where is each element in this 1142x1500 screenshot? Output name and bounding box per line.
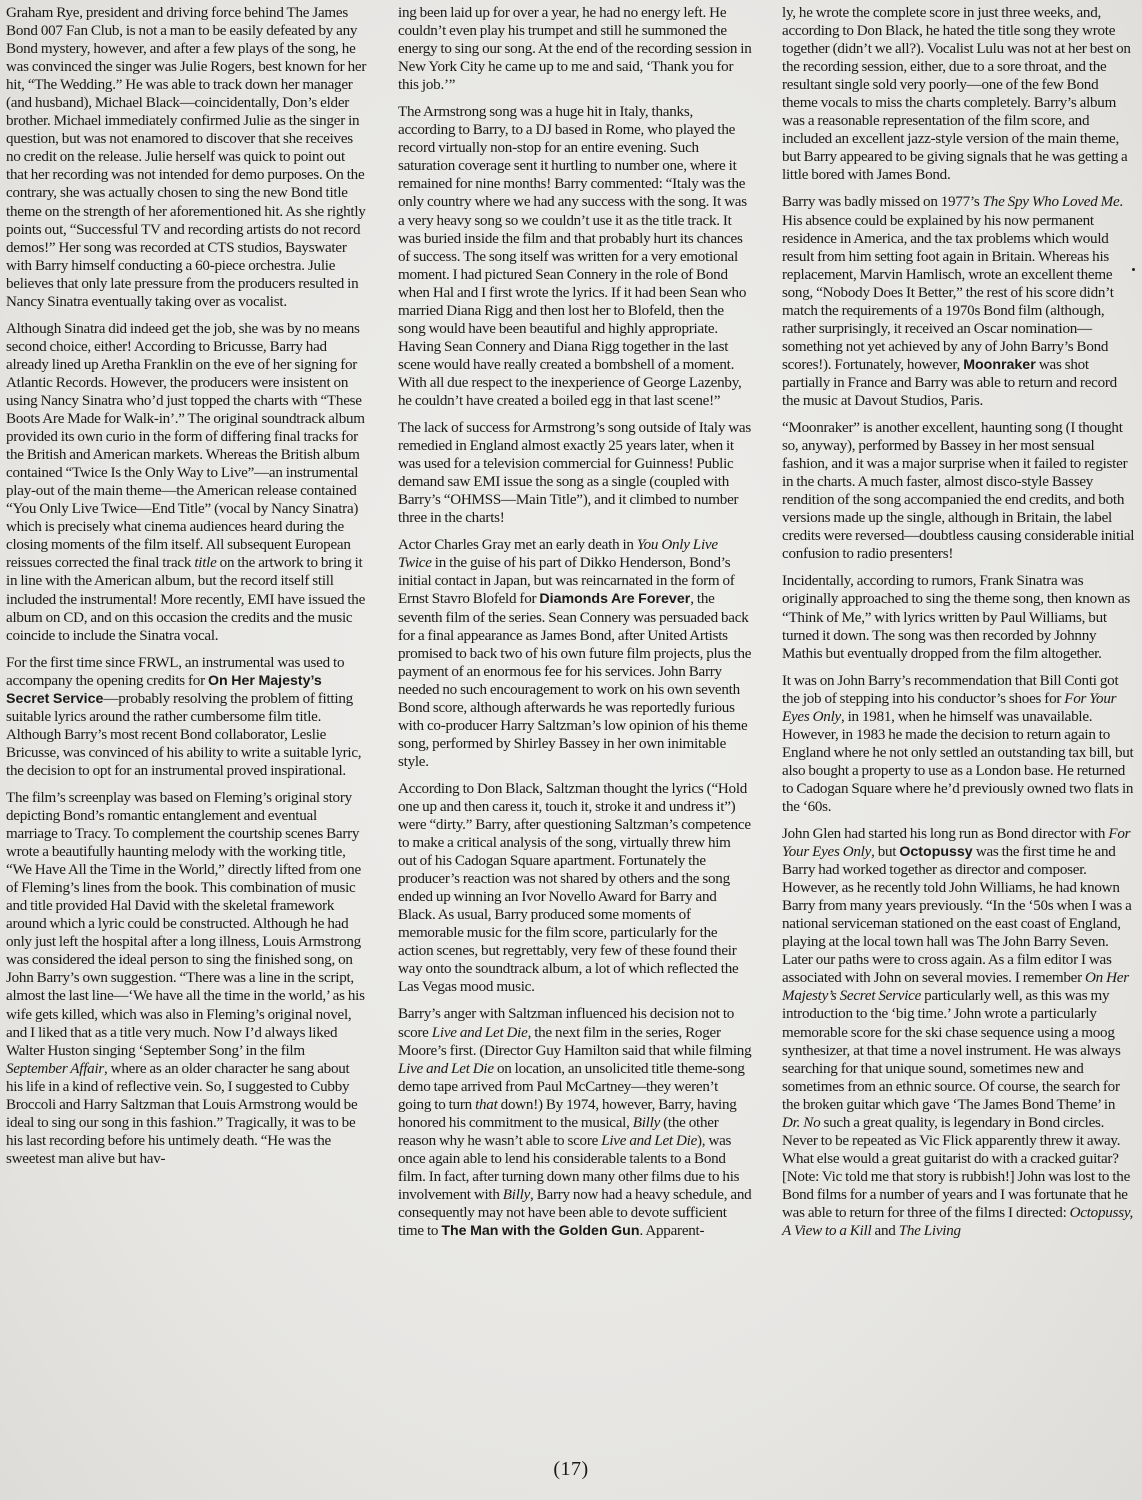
italic-title: September Affair: [6, 1060, 105, 1077]
italic-title: Live and Let Die: [431, 1024, 528, 1041]
text-run: Incidentally, according to rumors, Frank Sinatra was originally approached to sing the theme song, then known as “Think of Me,” with lyrics written by Paul Williams, but turned it down. The song was then recorded by Johnny Mathis but eventually dropped from the film altogether.: [782, 573, 1131, 662]
text-run: such a great quality, is legendary in Bond circles. Never to be repeated as Vic Flick apparently threw it away. What else would a great guitarist do with a cracked guitar? [Note: Vic told me that story is rubbish!] John was lost to the Bond films for a number of years and I was fortunate that he was able to return for three of the films I directed:: [782, 1114, 1131, 1221]
text-run: ly, he wrote the complete score in just three weeks, and, according to Don Black, he hated the title song they wrote together (didn’t we all?). Vocalist Lulu was not at her best on the recording session, either, due to a sore throat, and the resultant single sold very poorly—one of the few Bond theme vocals to miss the charts completely. Barry’s album was a reasonable representation of the film score, and included an excellent jazz-style version of the main theme, but Barry appeared to be giving signals that he was getting a little bored with James Bond.: [782, 5, 1131, 184]
text-run: , the seventh film of the series. Sean Connery was persuaded back for a final appearance as James Bond, after United Artists promised to back two of his own future film projects, plus the payment of an enormous fee for his services. John Barry needed no such encouragement to work on his own seventh Bond score, although afterwards he was reportedly furious with co-producer Harry Saltzman’s low opinion of his theme song, performed by Shirley Bassey in her own inimitable style.: [398, 591, 752, 770]
film-title: On Her Majesty’s Secret Service: [6, 672, 322, 707]
text-run: was shot partially in France and Barry was able to return and record the music at Davout Studios, Paris.: [782, 356, 1117, 409]
film-title: Diamonds Are Forever: [539, 591, 691, 608]
text-run: , but: [871, 844, 900, 861]
article-paragraph: [6, 654, 368, 780]
article-paragraph: [6, 789, 368, 1168]
column-right: [766, 4, 1142, 1450]
text-run: Barry’s anger with Saltzman influenced his decision not to score: [398, 1006, 735, 1041]
text-run: According to Don Black, Saltzman thought the lyrics (“Hold one up and then caress it, touch it, stroke it and undress it”) were “dirty.” Barry, after questioning Saltzman’s competence to make a critical analysis of the song, virtually threw him out of his Cadogan Square apartment. Fortunately the producer’s reaction was not shared by others and the song ended up winning an Ivor Novello Award for Barry and Black. As usual, Barry produced some moments of memorable music for the film score, particularly for the action scenes, but regrettably, very few of these found their way onto the soundtrack album, a lot of which reflected the Las Vegas mood music.: [398, 780, 751, 996]
text-run: Actor Charles Gray met an early death in: [398, 537, 637, 554]
text-run: . Apparent-: [639, 1223, 705, 1240]
article-paragraph: [6, 4, 368, 311]
article-paragraph: [398, 1005, 752, 1240]
film-title: The Man with the Golden Gun: [441, 1223, 640, 1240]
text-run: on location, an unsolicited title theme-song demo tape arrived from Paul McCartney—they weren’t going to turn: [398, 1060, 745, 1113]
column-left: [0, 4, 382, 1450]
text-run: John Glen had started his long run as Bond director with: [782, 826, 1109, 843]
text-run: . His absence could be explained by his now permanent residence in America, and the tax problems which would result from him setting foot again in Britain. Whereas his replacement, Marvin Hamlisch, wrote an excellent theme song, “Nobody Does It Better,” the rest of his score didn’t match the requirements of a 1970s Bond film (although, rather surprisingly, it received an Oscar nomination—something not yet achieved by any of John Barry’s Bond scores!). Fortunately, however,: [782, 194, 1123, 373]
text-run: For the first time since FRWL, an instrumental was used to accompany the opening credits for: [6, 654, 345, 689]
article-paragraph: [398, 536, 752, 771]
column-middle: [382, 4, 766, 1450]
film-title: Octopussy: [899, 844, 973, 861]
text-run: It was on John Barry’s recommendation that Bill Conti got the job of stepping into his conductor’s shoes for: [782, 672, 1119, 707]
article-paragraph: [782, 4, 1136, 184]
text-run: “Moonraker” is another excellent, haunting song (I thought so, anyway), performed by Bassey in her most sensual fashion, and it was a major surprise when it failed to register in the charts. A much faster, almost disco-style Bassey rendition of the song accompanied the end credits, and both versions made up the single, although in Britain, the label credits were reversed—doubtless causing considerable initial confusion to radio presenters!: [782, 420, 1135, 563]
text-run: down!) By 1974, however, Barry, having honored his commitment to the musical,: [398, 1096, 737, 1131]
italic-title: The Living: [898, 1223, 961, 1240]
italic-title: Octopussy, A View to a Kill: [782, 1205, 1133, 1240]
text-run: —probably resolving the problem of fitting suitable lyrics around the rather cumbersome film title. Although Barry’s most recent Bond collaborator, Leslie Bricusse, was convinced of his ability to write a suitable lyric, the decision to opt for an instrumental proved inspirational.: [6, 690, 362, 779]
article-paragraph: [782, 572, 1136, 662]
article-paragraph: [782, 825, 1136, 1240]
text-run: ), was once again able to lend his considerable talents to a Bond film. In fact, after turning down many other films due to his involvement with: [398, 1132, 740, 1203]
text-run: particularly well, as this was my introduction to the ‘big time.’ John wrote a particularly memorable score for the ski chase sequence using a moog synthesizer, at that time a novel instrument. He was always searching for that unique sound, sometimes new and sometimes from an ethnic source. Of course, the search for the broken guitar which gave ‘The James Bond Theme’ in: [782, 988, 1121, 1113]
print-speck: [1132, 268, 1135, 271]
italic-title: Billy: [502, 1186, 531, 1203]
article-paragraph: [782, 193, 1136, 410]
italic-title: Billy: [632, 1114, 661, 1131]
article-paragraph: [398, 780, 752, 997]
article-paragraph: [398, 103, 752, 410]
italic-title: Live and Let Die: [398, 1060, 494, 1077]
text-run: Barry was badly missed on 1977’s: [782, 194, 983, 211]
article-paragraph: [6, 320, 368, 645]
text-run: Although Sinatra did indeed get the job, she was by no means second choice, either! According to Bricusse, Barry had already lined up Aretha Franklin on the eve of her signing for Atlantic Records. However, the producers were insistent on using Nancy Sinatra who’d just topped the charts with “These Boots Are Made for Walk-in’.” The original soundtrack album provided its own curio in the form of differing final tracks for the British and American markets. Whereas the British album contained “Twice Is the Only Way to Live”—an instrumental play-out of the main theme—the American release contained “You Only Live Twice—End Title” (vocal by Nancy Sinatra) which is precisely what cinema audiences heard during the closing moments of the film itself. All subsequent European reissues corrected the final track: [6, 320, 365, 572]
text-run: The film’s screenplay was based on Fleming’s original story depicting Bond’s romantic entanglement and eventual marriage to Tracy. To complement the courtship scenes Barry wrote a beautifully haunting melody with the working title, “We Have All the Time in the World,” directly lifted from one of Fleming’s lines from the book. This combination of music and title provided Hal David with the skeletal framework around which a lyric could be constructed. Although he had only just left the hospital after a long illness, Louis Armstrong was considered the ideal person to sing the finished song, on John Barry’s own suggestion. “There was a line in the script, almost the last line—‘We have all the time in the world,’ as his wife gets killed, which was also in Fleming’s original novel, and I liked that as a title very much. Now I’d always liked Walter Huston singing ‘September Song’ in the film: [6, 789, 365, 1059]
text-run: , where as an older character he sang about his life in a kind of reflective vein. So, I suggested to Cubby Broccoli and Harry Saltzman that Louis Armstrong would be ideal to sing our song in this fashion.” Tragically, it was to be his last recording before his untimely death. “He was the sweetest man alive but hav-: [6, 1060, 358, 1167]
article-columns: [0, 4, 1142, 1450]
text-run: (the other reason why he wasn’t able to score: [398, 1114, 719, 1149]
text-run: in the guise of his part of Dikko Henderson, Bond’s initial contact in Japan, but was reincarnated in the form of Ernst Stavro Blofeld for: [398, 555, 735, 608]
text-run: The Armstrong song was a huge hit in Italy, thanks, according to Barry, to a DJ based in Rome, who played the record virtually non-stop for an entire evening. Such saturation coverage sent it hurtling to number one, where it remained for nine months! Barry commented: “Italy was the only country where we had any success with the song. It was a very heavy song so we couldn’t use it as the title track. It was buried inside the film and that probably hurt its chances of success. The song itself was written for a very emotional moment. I had pictured Sean Connery in the role of Bond when Hal and I first wrote the lyrics. If it had been Sean who married Diana Rigg and then lost her to Blofeld, then the song would have been beautiful and highly appropriate. Having Sean Connery and Diana Rigg together in the last scene would have really created a bombshell of a moment. With all due respect to the inexperience of George Lazenby, he couldn’t have created a boiled egg in that last scene!”: [398, 104, 747, 409]
italic-title: On Her Majesty’s Secret Service: [782, 970, 1129, 1005]
text-run: ing been laid up for over a year, he had no energy left. He couldn’t even play his trumpet and still he summoned the energy to sing our song. At the end of the recording session in New York City he came up to me and said, ‘Thank you for this job.’”: [398, 5, 752, 94]
article-paragraph: [398, 4, 752, 94]
text-run: , the next film in the series, Roger Moore’s first. (Director Guy Hamilton said that while filming: [398, 1024, 752, 1059]
article-paragraph: [398, 419, 752, 527]
italic-title: The Spy Who Loved Me: [982, 194, 1120, 211]
text-run: and: [871, 1223, 899, 1240]
article-paragraph: [782, 672, 1136, 816]
italic-title: Dr. No: [782, 1114, 821, 1131]
italic-title: For Your Eyes Only: [782, 826, 1131, 861]
italic-title: For Your Eyes Only: [782, 690, 1117, 725]
text-run: , Barry now had a heavy schedule, and consequently may not have been able to devote sufficient time to: [398, 1186, 752, 1240]
italic-title: You Only Live Twice: [398, 537, 718, 572]
film-title: Moonraker: [963, 356, 1036, 373]
article-paragraph: [782, 419, 1136, 563]
text-run: , in 1981, when he himself was unavailable. However, in 1983 he made the decision to return again to England where he not only settled an outstanding tax bill, but also bought a property to use as a London base. He returned to Cadogan Square where he’d previously owned two flats in the ‘60s.: [782, 708, 1134, 815]
text-run: The lack of success for Armstrong’s song outside of Italy was remedied in England almost exactly 25 years later, when it was used for a television commercial for Guinness! Public demand saw EMI issue the song as a single (coupled with Barry’s “OHMSS—Main Title”), and it climbed to number three in the charts!: [398, 420, 751, 527]
page-number: (17): [553, 1458, 589, 1480]
italic-title: that: [475, 1096, 498, 1113]
text-run: on the artwork to bring it in line with the American album, but the record itself still included the instrumental! More recently, EMI have issued the album on CD, and on this occasion the credits and the music coincide to include the Sinatra vocal.: [6, 555, 366, 644]
text-run: was the first time he and Barry had worked together as director and composer. However, as he recently told John Williams, he had known Barry from many years previously. “In the ‘50s when I was a national serviceman stationed on the east coast of England, playing at the local town hall was The John Barry Seven. Later our paths were to cross again. As a film editor I was associated with John on several movies. I remember: [782, 844, 1132, 987]
text-run: Graham Rye, president and driving force behind The James Bond 007 Fan Club, is not a man to be easily defeated by any Bond mystery, however, and after a few plays of the song, he was convinced the singer was Julie Rogers, best known for her hit, “The Wedding.” He was able to track down her manager (and husband), Michael Black—coincidentally, Don’s elder brother. Michael immediately confirmed Julie as the singer in question, but was not enamored to discover that she receives no credit on the release. Julie herself was quick to point out that her recording was not intended for demo purposes. On the contrary, she was actually chosen to sing the new Bond title theme on the strength of her aforementioned hit. As she rightly points out, “Successful TV and recording artists do not record demos!” Her song was recorded at CTS studios, Bayswater with Barry himself conducting a 60-piece orchestra. Julie believes that only late pressure from the producers resulted in Nancy Sinatra eventually taking over as vocalist.: [6, 5, 367, 310]
italic-title: Live and Let Die: [601, 1132, 698, 1149]
italic-title: title: [194, 555, 217, 572]
